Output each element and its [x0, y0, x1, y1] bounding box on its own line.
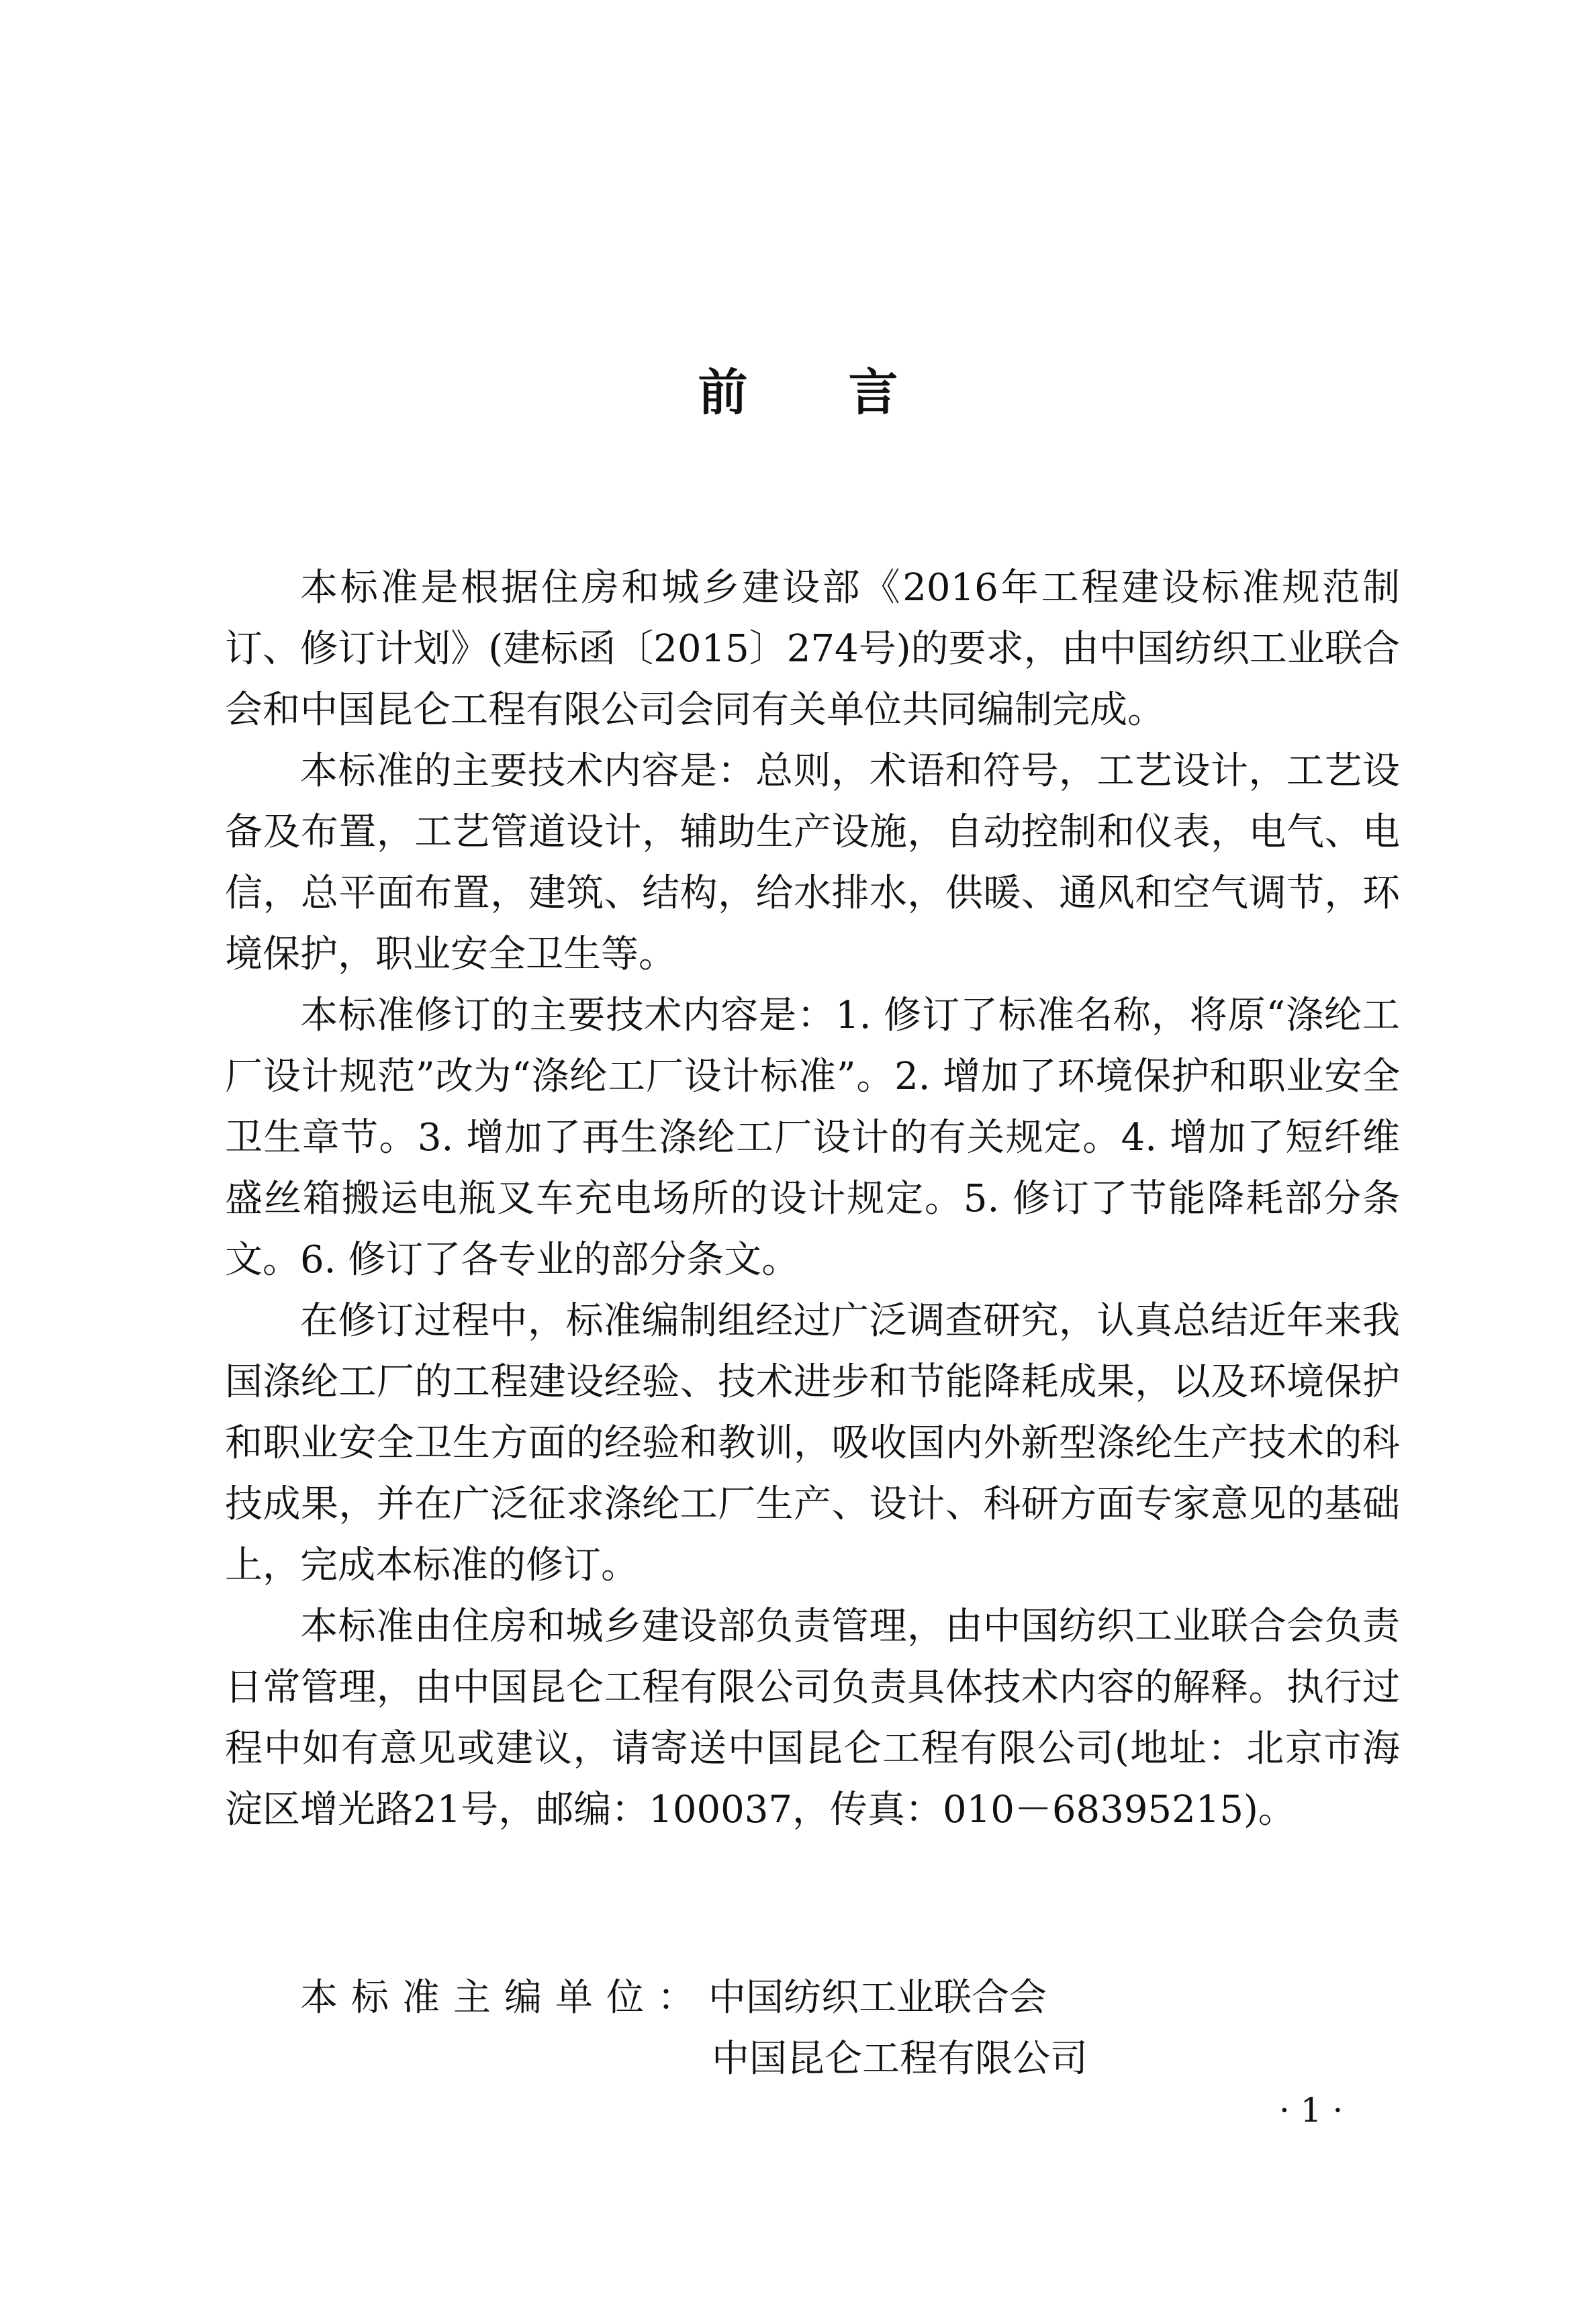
- editor-label: 本标准主编单位：: [300, 1976, 708, 2020]
- preface-body: [225, 557, 1400, 1840]
- paragraph: 本标准修订的主要技术内容是：1. 修订了标准名称，将原“涤纶工厂设计规范”改为“涤纶工厂设计标准”。2. 增加了环境保护和职业安全卫生章节。3. 增加了再生涤纶工厂设计的有关规定。4. 增加了短纤维盛丝箱搬运电瓶叉车充电场所的设计规定。5. 修订了节能降耗部分条文。6. 修订了各专业的部分条文。: [225, 994, 1400, 1282]
- paragraph: 本标准由住房和城乡建设部负责管理，由中国纺织工业联合会负责日常管理，由中国昆仑工程有限公司负责具体技术内容的解释。执行过程中如有意见或建议，请寄送中国昆仑工程有限公司(地址：北京市海淀区增光路21号，邮编：100037，传真：010－68395215)。: [225, 1605, 1400, 1832]
- editor-unit: 中国纺织工业联合会: [708, 1976, 1047, 2020]
- page-title: 前言: [698, 364, 999, 422]
- chief-editor-units: [300, 1967, 1047, 2028]
- page-number: · 1 ·: [1279, 2091, 1344, 2130]
- paragraph: 本标准的主要技术内容是：总则，术语和符号，工艺设计，工艺设备及布置，工艺管道设计，辅助生产设施，自动控制和仪表，电气、电信，总平面布置，建筑、结构，给水排水，供暖、通风和空气调节，环境保护，职业安全卫生等。: [225, 749, 1400, 976]
- editor-unit: 中国昆仑工程有限公司: [712, 2037, 1088, 2081]
- paragraph: 本标准是根据住房和城乡建设部《2016年工程建设标准规范制订、修订计划》(建标函〔2015〕274号)的要求，由中国纺织工业联合会和中国昆仑工程有限公司会同有关单位共同编制完成。: [225, 566, 1400, 732]
- paragraph: 在修订过程中，标准编制组经过广泛调查研究，认真总结近年来我国涤纶工厂的工程建设经验、技术进步和节能降耗成果，以及环境保护和职业安全卫生方面的经验和教训，吸收国内外新型涤纶生产技术的科技成果，并在广泛征求涤纶工厂生产、设计、科研方面专家意见的基础上，完成本标准的修订。: [225, 1299, 1400, 1587]
